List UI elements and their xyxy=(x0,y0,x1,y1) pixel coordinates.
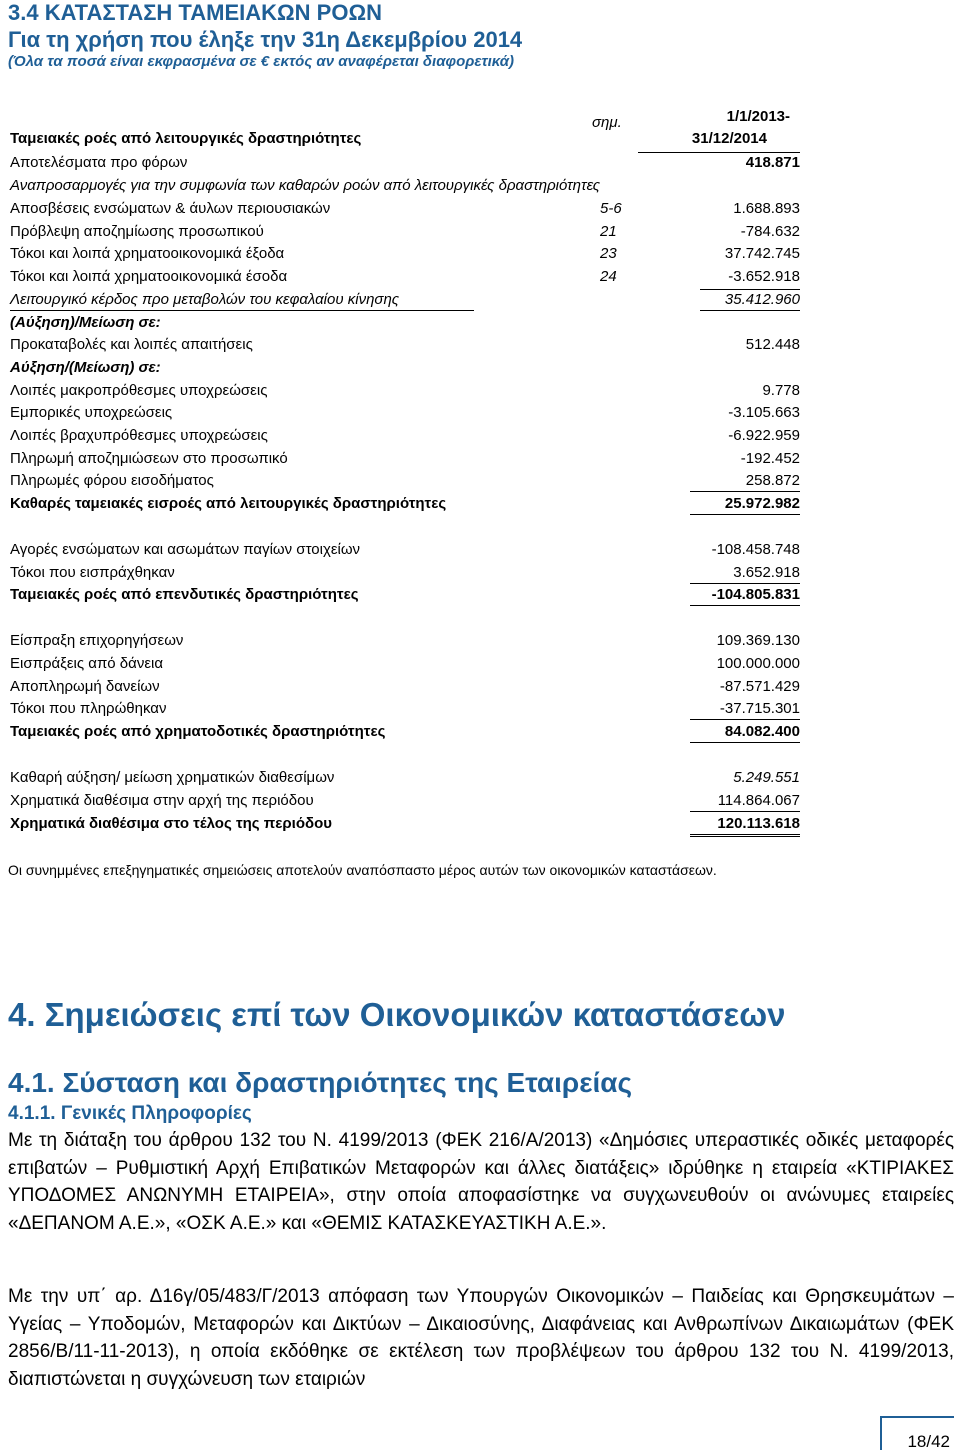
table-row: Πληρωμή αποζημιώσεων στο προσωπικό -192.452 xyxy=(10,450,800,467)
section-title: 4. Σημειώσεις επί των Οικονομικών καταστάσεων xyxy=(8,996,786,1033)
statement-subtitle: Για τη χρήση που έληξε την 31η Δεκεμβρίου 2014 xyxy=(8,27,523,52)
subtotal-line xyxy=(690,491,800,492)
footnote: Οι συνημμένες επεξηγηματικές σημειώσεις αποτελούν αναπόσπαστο μέρος αυτών των οικονομικών καταστάσεων. xyxy=(8,862,717,878)
table-row: Πρόβλεψη αποζημίωσης προσωπικού 21 -784.632 xyxy=(10,223,800,240)
page-number: 18/42 xyxy=(907,1432,950,1451)
total-line xyxy=(690,836,800,837)
table-row: Αποπληρωμή δανείων -87.571.429 xyxy=(10,678,800,695)
statement-title: 3.4 ΚΑΤΑΣΤΑΣΗ ΤΑΜΕΙΑΚΩΝ ΡΟΩΝ xyxy=(8,0,382,25)
table-row: Αύξηση/(Μείωση) σε: xyxy=(10,359,161,376)
subtotal-line xyxy=(690,811,800,812)
note-column-header: σημ. xyxy=(592,114,622,131)
table-row: Καθαρή αύξηση/ μείωση χρηματικών διαθεσίμων 5.249.551 xyxy=(10,769,800,786)
total-line xyxy=(690,514,800,515)
paragraph: Με τη διάταξη του άρθρου 132 του Ν. 4199/2013 (ΦΕΚ 216/Α/2013) «Δημόσιες υπεραστικές οδικές μεταφορές επιβατών – Ρυθμιστική Αρχή Επιβατικών Μεταφορών και άλλες διατάξεις» ιδρύθηκε η εταιρεία «ΚΤΙΡΙΑΚΕΣ ΥΠΟΔΟΜΕΣ ΑΝΩΝΥΜΗ ΕΤΑΙΡΕΙΑ», στην οποία αποφασίστηκε να συγχωνευθούν οι ανώνυμες εταιρείες «ΔΕΠΑΝΟΜ Α.Ε.», «ΟΣΚ Α.Ε.» και «ΘΕΜΙΣ ΚΑΤΑΣΚΕΥΑΣΤΙΚΗ Α.Ε.». xyxy=(8,1130,954,1234)
subtotal-line xyxy=(690,719,800,720)
table-row: Εισπράξεις από δάνεια 100.000.000 xyxy=(10,655,800,672)
table-row: Προκαταβολές και λοιπές απαιτήσεις 512.448 xyxy=(10,336,800,353)
table-row: Αποσβέσεις ενσώματων & άυλων περιουσιακών 5-6 1.688.893 xyxy=(10,200,800,217)
total-line xyxy=(690,605,800,606)
table-row: Αποτελέσματα προ φόρων 418.871 xyxy=(10,154,800,171)
table-row: Ταμειακές ροές από επενδυτικές δραστηριότητες -104.805.831 xyxy=(10,586,800,603)
subtotal-line xyxy=(10,310,474,311)
table-row: Τόκοι και λοιπά χρηματοοικονομικά έσοδα 24 -3.652.918 xyxy=(10,268,800,285)
table-row: Τόκοι που εισπράχθηκαν 3.652.918 xyxy=(10,564,800,581)
table-row: Χρηματικά διαθέσιμα στο τέλος της περιόδου 120.113.618 xyxy=(10,815,800,832)
table-row: Πληρωμές φόρου εισοδήματος 258.872 xyxy=(10,472,800,489)
table-row: Λειτουργικό κέρδος προ μεταβολών του κεφαλαίου κίνησης 35.412.960 xyxy=(10,291,800,308)
table-row: Είσπραξη επιχορηγήσεων 109.369.130 xyxy=(10,632,800,649)
table-row: Χρηματικά διαθέσιμα στην αρχή της περιόδου 114.864.067 xyxy=(10,792,800,809)
period-header-line1: 1/1/2013- xyxy=(726,108,790,125)
table-row: Εμπορικές υποχρεώσεις -3.105.663 xyxy=(10,404,800,421)
total-line xyxy=(690,742,800,743)
period-header-line2: 31/12/2014 xyxy=(691,130,767,147)
table-row: Αναπροσαρμογές για την συμφωνία των καθαρών ροών από λειτουργικές δραστηριότητες xyxy=(10,177,601,194)
table-row: Τόκοι που πληρώθηκαν -37.715.301 xyxy=(10,700,800,717)
total-line xyxy=(690,834,800,835)
table-row: Λοιπές μακροπρόθεσμες υποχρεώσεις 9.778 xyxy=(10,382,800,399)
table-row: Αγορές ενσώματων και ασωμάτων παγίων στοιχείων -108.458.748 xyxy=(10,541,800,558)
page-number-box xyxy=(880,1416,954,1450)
operating-heading: Ταμειακές ροές από λειτουργικές δραστηριότητες xyxy=(10,130,362,147)
subsection-title: 4.1. Σύσταση και δραστηριότητες της Εταιρείας xyxy=(8,1067,633,1098)
operating-heading-row xyxy=(10,128,800,150)
paragraph: Με την υπ΄ αρ. Δ16γ/05/483/Γ/2013 απόφαση των Υπουργών Οικονομικών – Παιδείας και Θρησκευμάτων – Υγείας – Υποδομών, Μεταφορών και Δικτύων – Δικαιοσύνης, Διαφάνειας και Ανθρωπίνων Δικαιωμάτων (ΦΕΚ 2856/Β/11-11-2013), η οποία εκδόθηκε σε εκτέλεση των προβλέψεων του άρθρου 132 του Ν. 4199/2013, διαπιστώνεται η συγχώνευση των εταιριών xyxy=(8,1286,954,1390)
table-row: (Αύξηση)/Μείωση σε: xyxy=(10,314,161,331)
table-row: Λοιπές βραχυπρόθεσμες υποχρεώσεις -6.922.959 xyxy=(10,427,800,444)
table-row: Τόκοι και λοιπά χρηματοοικονομικά έξοδα 23 37.742.745 xyxy=(10,245,800,262)
subsubsection-title: 4.1.1. Γενικές Πληροφορίες xyxy=(8,1103,252,1124)
subtotal-line xyxy=(700,310,800,311)
currency-note: (Όλα τα ποσά είναι εκφρασμένα σε € εκτός αν αναφέρεται διαφορετικά) xyxy=(8,53,515,70)
table-row: Καθαρές ταμειακές εισροές από λειτουργικές δραστηριότητες 25.972.982 xyxy=(10,495,800,512)
table-row: Ταμειακές ροές από χρηματοδοτικές δραστηριότητες 84.082.400 xyxy=(10,723,800,740)
